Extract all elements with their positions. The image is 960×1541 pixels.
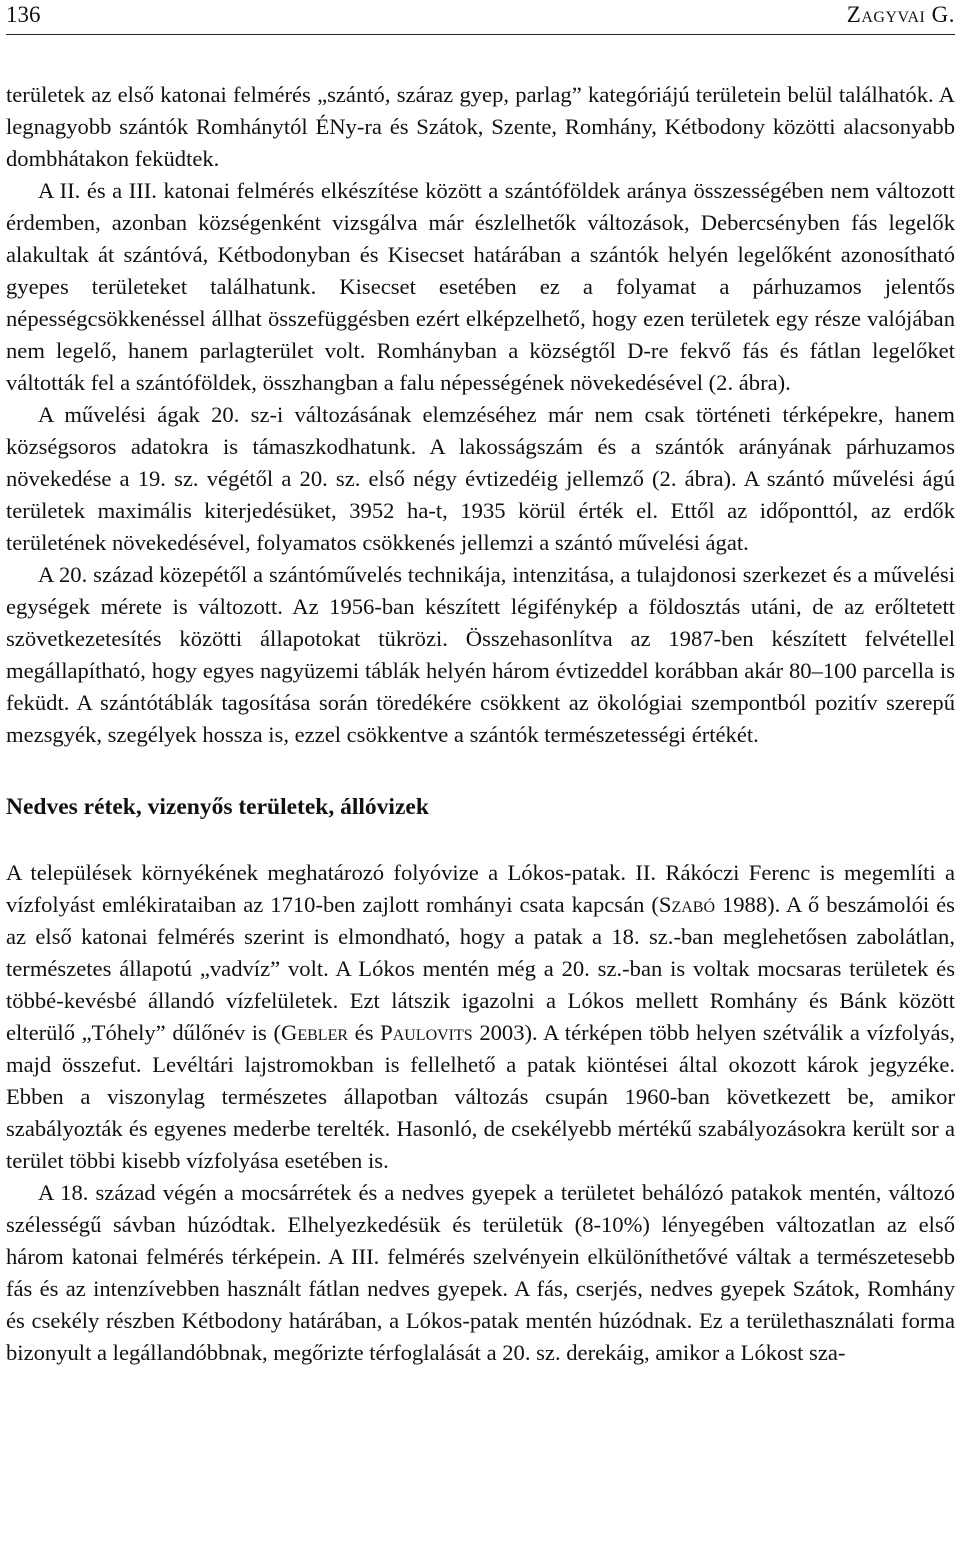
paragraph-text: A II. és a III. katonai felmérés elkészítése között a szántóföldek aránya összességében nem változott érdemben, azonban községenként vizsgálva már észlelhetők változások, Debercsényben fás legelők alakultak át szántóvá, Kétbodonyban és Kisecset határában a szántók helyén legelőként azonosítható gyepes területeket találhatunk. Kisecset esetében ez a folyamat a párhuzamos jelentős népességcsökkenéssel állhat összefüggésben ezért elképzelhető, hogy ezen területek egy része valójában nem legelő, hanem parlagterület volt. Romhányban a községtől D-re fekvő fás és fátlan legelőket váltották fel a szántóföldek, összhangban a falu népességének növekedésével (2. ábra). <box>6 178 955 395</box>
cited-author-name: Szabó <box>658 892 715 917</box>
paragraph <box>6 175 955 399</box>
paragraph-text: A 20. század közepétől a szántóművelés technikája, intenzitása, a tulajdonosi szerkezet és a művelési egységek mérete is változott. Az 1956-ban készített légifénykép a földosztás utáni, de az erőltetett szövetkezetesítés közötti állapotokat tükrözi. Összehasonlítva az 1987-ben készített felvétellel megállapítható, hogy egyes nagyüzemi táblák helyén három évtizeddel korábban akár 80–100 parcella is feküdt. A szántótáblák tagosítása során töredékére csökkent az ökológiai szempontból pozitív szerepű mezsgyék, szegélyek hossza is, ezzel csökkentve a szántók természetességi értékét. <box>6 562 955 747</box>
section-intro-paragraphs <box>6 79 955 751</box>
paragraph-text: A művelési ágak 20. sz-i változásának elemzéséhez már nem csak történeti térképekre, hanem községsoros adatokra is támaszkodhatunk. A lakosságszám és a szántók arányának párhuzamos növekedése a 19. sz. végétől a 20. sz. első négy évtizedéig jellemző (2. ábra). A szántó művelési ágú területek maximális kiterjedésüket, 3952 ha-t, 1935 körül érték el. Ettől az időponttól, az erdők területének növekedésével, folyamatos csökkenés jellemzi a szántó művelési ágat. <box>6 402 955 555</box>
page-number: 136 <box>6 2 41 27</box>
paragraph <box>6 399 955 559</box>
paragraph-text: 1988). A ő beszámolói és az első katonai felmérés szerint is elmondható, hogy a patak a 18. sz.-ban meglehetősen zabolátlan, természetes állapotú „vadvíz” volt. A Lókos mentén még a 20. sz.-ban is voltak mocsaras területek és többé-kevésbé állandó vízfelületek. Ezt látszik igazolni a Lókos mellett Romhány és Bánk között elterülő „Tóhely” dűlőnév is ( <box>6 892 955 1045</box>
paragraph-text: területek az első katonai felmérés „szántó, száraz gyep, parlag” kategóriájú területein belül találhatók. A legnagyobb szántók Romhánytól ÉNy-ra és Szátok, Szente, Romhány, Kétbodony közötti alacsonyabb dombhátakon feküdtek. <box>6 82 955 171</box>
paragraph <box>6 857 955 1177</box>
paragraph-text: 2003). A térképen több helyen szétválik a vízfolyás, majd összefut. Levéltári lajstromokban is fellelhető a patak kiöntései által okozott károk jegyzéke. Ebben a viszonylag természetes állapotban változás csupán 1960-ban következett be, amikor szabályozták és egyenes mederbe terelték. Hasonló, de csekélyebb mértékű szabályozásokra került sor a terület többi kisebb vízfolyása esetében is. <box>6 1020 955 1173</box>
paragraph-text: és <box>348 1020 381 1045</box>
paragraph <box>6 559 955 751</box>
section-heading: Nedves rétek, vizenyős területek, állóvizek <box>6 794 429 820</box>
cited-author-name: Gebler <box>281 1020 349 1045</box>
document-page <box>6 0 955 1369</box>
cited-author-name: Paulovits <box>380 1020 473 1045</box>
running-head-author: Zagyvai G. <box>846 2 955 27</box>
paragraph-text: A 18. század végén a mocsárrétek és a nedves gyepek a területet behálózó patakok mentén, változó szélességű sávban húzódtak. Elhelyezkedésük és területük (8-10%) lényegében változatlan az első három katonai felmérés térképein. A III. felmérés szelvényein elkülöníthetővé váltak a természetesebb fás és az intenzívebben használt fátlan nedves gyepek. A fás, cserjés, nedves gyepek Szátok, Romhány és csekély részben Kétbodony határában, a Lókos-patak mentén húzódnak. Ez a területhasználati forma bizonyult a legállandóbbnak, megőrizte térfoglalását a 20. sz. derekáig, amikor a Lókost sza- <box>6 1180 955 1365</box>
running-header <box>6 0 955 35</box>
paragraph-text: A települések környékének meghatározó folyóvize a Lókos-patak. II. Rákóczi Ferenc is megemlíti a vízfolyást emlékirataiban az 1710-ben zajlott romhányi csata kapcsán ( <box>6 860 955 917</box>
paragraph <box>6 1177 955 1369</box>
paragraph <box>6 79 955 175</box>
section-body-paragraphs <box>6 857 955 1369</box>
body-text <box>6 79 955 1369</box>
